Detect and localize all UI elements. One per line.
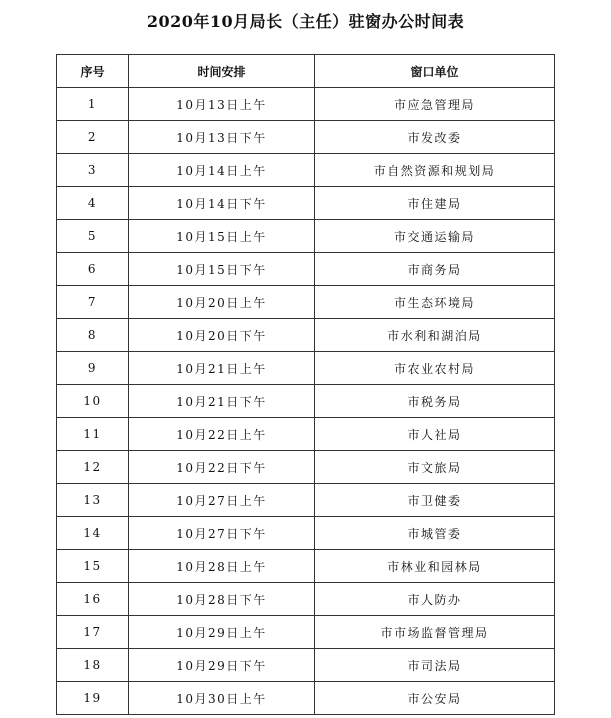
- cell-serial-number: 12: [57, 451, 129, 484]
- cell-unit: 市应急管理局: [315, 88, 555, 121]
- table-row: [57, 253, 555, 286]
- header-window-unit: 窗口单位: [315, 55, 555, 88]
- cell-unit: 市自然资源和规划局: [315, 154, 555, 187]
- table-row: [57, 286, 555, 319]
- table-row: [57, 451, 555, 484]
- cell-time: 10月22日下午: [129, 451, 315, 484]
- cell-serial-number: 8: [57, 319, 129, 352]
- cell-unit: 市人社局: [315, 418, 555, 451]
- table-row: [57, 616, 555, 649]
- cell-time: 10月28日下午: [129, 583, 315, 616]
- cell-serial-number: 1: [57, 88, 129, 121]
- header-time-arrangement: 时间安排: [129, 55, 315, 88]
- schedule-table: [56, 54, 555, 715]
- cell-serial-number: 13: [57, 484, 129, 517]
- cell-serial-number: 6: [57, 253, 129, 286]
- cell-unit: 市公安局: [315, 682, 555, 715]
- table-row: [57, 319, 555, 352]
- table-row: [57, 517, 555, 550]
- cell-unit: 市商务局: [315, 253, 555, 286]
- cell-serial-number: 2: [57, 121, 129, 154]
- cell-serial-number: 3: [57, 154, 129, 187]
- cell-serial-number: 14: [57, 517, 129, 550]
- table-row: [57, 649, 555, 682]
- cell-time: 10月30日上午: [129, 682, 315, 715]
- table-row: [57, 88, 555, 121]
- cell-time: 10月27日下午: [129, 517, 315, 550]
- cell-serial-number: 10: [57, 385, 129, 418]
- cell-time: 10月27日上午: [129, 484, 315, 517]
- cell-serial-number: 19: [57, 682, 129, 715]
- cell-time: 10月29日下午: [129, 649, 315, 682]
- cell-time: 10月15日上午: [129, 220, 315, 253]
- cell-unit: 市住建局: [315, 187, 555, 220]
- cell-unit: 市市场监督管理局: [315, 616, 555, 649]
- cell-time: 10月29日上午: [129, 616, 315, 649]
- table-row: [57, 352, 555, 385]
- cell-unit: 市生态环境局: [315, 286, 555, 319]
- cell-unit: 市税务局: [315, 385, 555, 418]
- table-row: [57, 583, 555, 616]
- cell-unit: 市卫健委: [315, 484, 555, 517]
- cell-time: 10月22日上午: [129, 418, 315, 451]
- cell-unit: 市发改委: [315, 121, 555, 154]
- cell-unit: 市林业和园林局: [315, 550, 555, 583]
- cell-unit: 市农业农村局: [315, 352, 555, 385]
- table-row: [57, 187, 555, 220]
- cell-time: 10月14日下午: [129, 187, 315, 220]
- cell-serial-number: 5: [57, 220, 129, 253]
- table-header-row: [57, 55, 555, 88]
- header-serial-number: 序号: [57, 55, 129, 88]
- cell-serial-number: 17: [57, 616, 129, 649]
- cell-unit: 市城管委: [315, 517, 555, 550]
- table-row: [57, 154, 555, 187]
- page-title: 2020年10月局长（主任）驻窗办公时间表: [146, 12, 465, 31]
- cell-serial-number: 16: [57, 583, 129, 616]
- table-row: [57, 385, 555, 418]
- cell-time: 10月13日下午: [129, 121, 315, 154]
- table-row: [57, 220, 555, 253]
- cell-unit: 市人防办: [315, 583, 555, 616]
- cell-serial-number: 15: [57, 550, 129, 583]
- cell-serial-number: 9: [57, 352, 129, 385]
- cell-unit: 市司法局: [315, 649, 555, 682]
- cell-unit: 市水利和湖泊局: [315, 319, 555, 352]
- table-row: [57, 682, 555, 715]
- table-row: [57, 121, 555, 154]
- cell-time: 10月28日上午: [129, 550, 315, 583]
- table-row: [57, 550, 555, 583]
- cell-time: 10月20日上午: [129, 286, 315, 319]
- cell-serial-number: 11: [57, 418, 129, 451]
- table-row: [57, 484, 555, 517]
- cell-time: 10月14日上午: [129, 154, 315, 187]
- cell-time: 10月13日上午: [129, 88, 315, 121]
- cell-time: 10月21日上午: [129, 352, 315, 385]
- cell-time: 10月20日下午: [129, 319, 315, 352]
- cell-unit: 市文旅局: [315, 451, 555, 484]
- cell-serial-number: 7: [57, 286, 129, 319]
- table-body: [57, 88, 555, 715]
- cell-time: 10月21日下午: [129, 385, 315, 418]
- cell-unit: 市交通运输局: [315, 220, 555, 253]
- cell-serial-number: 18: [57, 649, 129, 682]
- cell-time: 10月15日下午: [129, 253, 315, 286]
- cell-serial-number: 4: [57, 187, 129, 220]
- table-row: [57, 418, 555, 451]
